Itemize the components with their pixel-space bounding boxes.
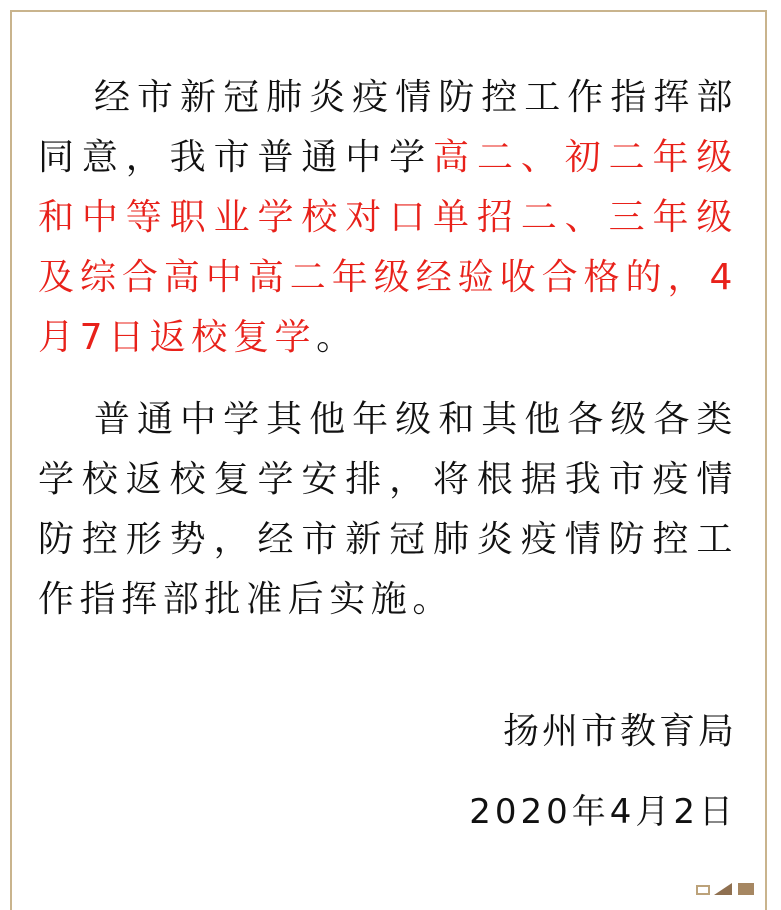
issuer-signature: 扬州市教育局 bbox=[502, 711, 737, 752]
notice-body bbox=[38, 68, 738, 630]
issue-date: 2020年4月2日 bbox=[469, 792, 737, 832]
decor-square-filled bbox=[738, 883, 754, 895]
paragraph-1-intro: 经市新冠肺炎疫情防控工作指挥部同意，我市普通中学 bbox=[38, 77, 738, 178]
corner-decoration bbox=[696, 883, 758, 895]
decor-square-outline bbox=[696, 885, 710, 895]
decor-triangle bbox=[714, 883, 732, 895]
paragraph-1-ending: 。 bbox=[316, 317, 358, 358]
paragraph-1-highlight: 高二、初二年级和中等职业学校对口单招二、三年级及综合高中高二年级经验收合格的，4月7日返校复学 bbox=[38, 137, 739, 358]
paragraph-2: 普通中学其他年级和其他各级各类学校返校复学安排，将根据我市疫情防控形势，经市新冠肺炎疫情防控工作指挥部批准后实施。 bbox=[38, 399, 738, 620]
paragraph-1 bbox=[38, 68, 738, 368]
